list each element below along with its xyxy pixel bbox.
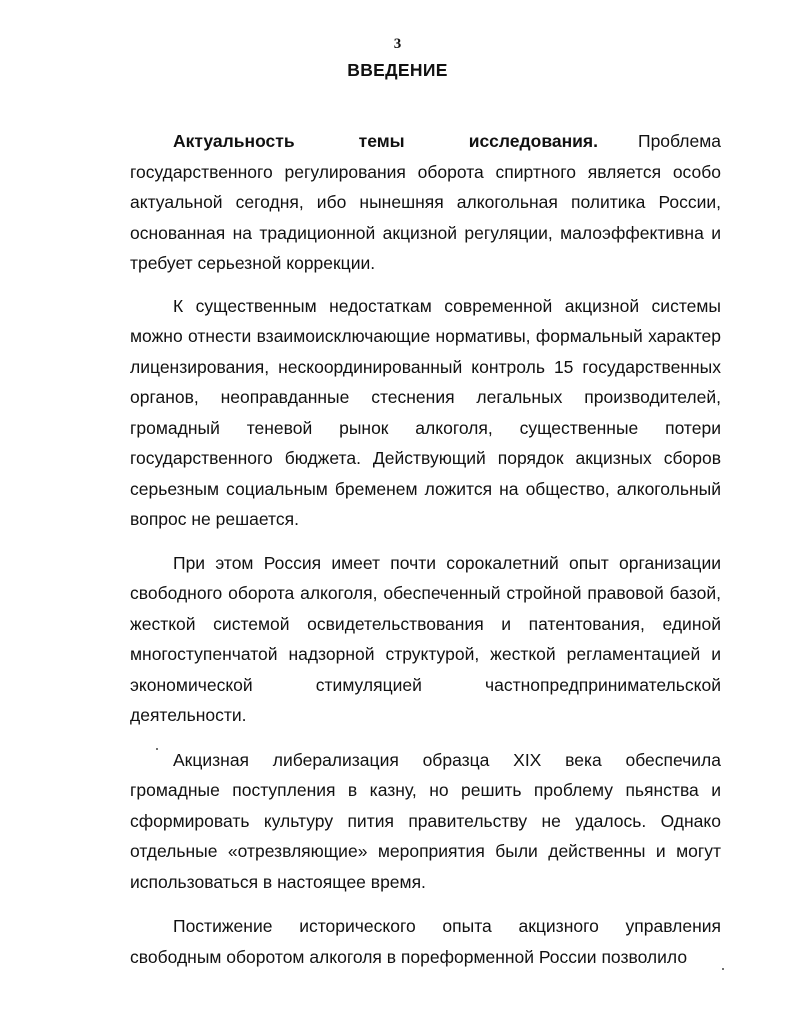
- paragraph: К существенным недостаткам современной акцизной системы можно отнести взаимоисключающие нормативы, формальный характер лицензирования, нескоординированный контроль 15 государственных органов, неоправданные стеснения легальных производителей, громадный теневой рынок алкоголя, существенные потери государственного бюджета. Действующий порядок акцизных сборов серьезным социальным бременем ложится на общество, алкогольный вопрос не решается.: [130, 295, 721, 529]
- document-body: [130, 126, 721, 972]
- page-number: 3: [393, 36, 402, 52]
- relevance-heading: Актуальность темы исследования.: [173, 131, 598, 151]
- scan-speck: [156, 748, 158, 750]
- paragraph: Акцизная либерализация образца XIX века обеспечила громадные поступления в казну, но решить проблему пьянства и сформировать культуру пития правительству не удалось. Однако отдельные «отрезвляющие» мероприятия были действенны и могут использоваться в настоящее время.: [130, 749, 721, 892]
- relevance-text: Проблема государственного регулирования оборота спиртного является особо актуальной сегодня, ибо нынешняя алкогольная политика России, основанная на традиционной акцизной регуляции, малоэффективна и требует серьезной коррекции.: [130, 131, 721, 273]
- scan-speck: [722, 968, 724, 970]
- page-title: ВВЕДЕНИЕ: [347, 60, 448, 80]
- paragraph-relevance: [130, 126, 721, 279]
- paragraph: Постижение исторического опыта акцизного управления свободным оборотом алкоголя в пореформенной России позволило: [130, 916, 721, 967]
- paragraph: При этом Россия имеет почти сорокалетний опыт организации свободного оборота алкоголя, обеспеченный стройной правовой базой, жесткой системой освидетельствования и патентования, единой многоступенчатой надзорной структурой, жесткой регламентацией и экономической стимуляцией частнопредпринимательской деятельности.: [130, 552, 721, 725]
